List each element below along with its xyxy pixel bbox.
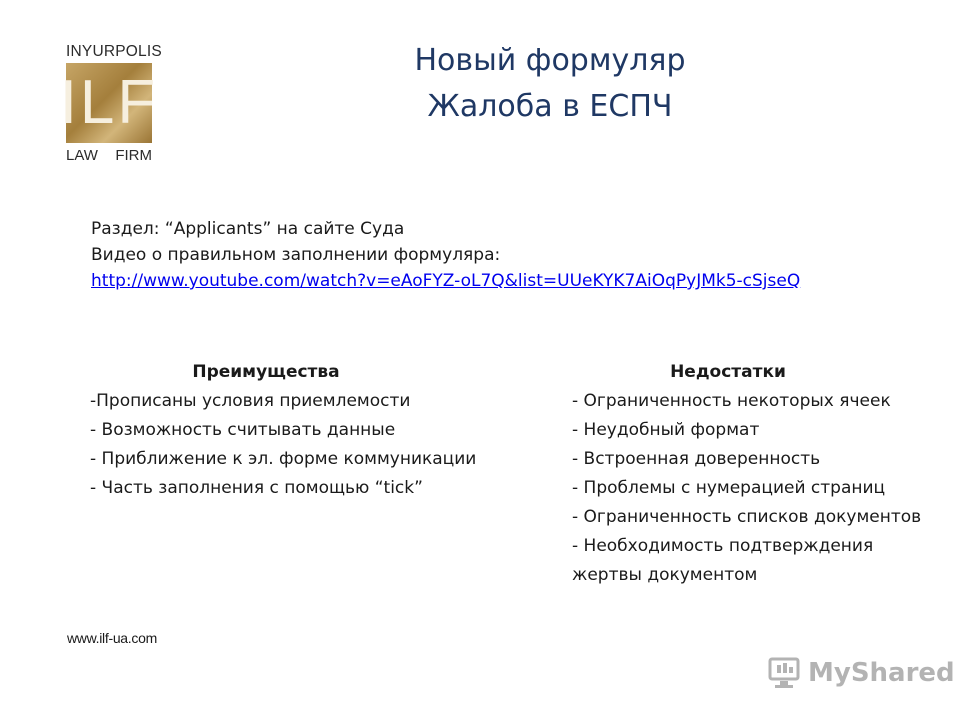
watermark-logo	[768, 655, 955, 691]
logo-bottom-right: FIRM	[115, 147, 152, 164]
video-link[interactable]: http://www.youtube.com/watch?v=eAoFYZ-oL7Q&list=UUeKYK7AiOqPyJMk5-cSjseQ	[91, 271, 801, 291]
advantages-heading: Преимущества	[192, 362, 340, 382]
watermark-text: MyShared	[808, 658, 955, 688]
section-line: Раздел: “Applicants” на сайте Суда	[91, 219, 405, 239]
logo-bottom-text	[66, 147, 152, 164]
disadvantage-item: - Встроенная доверенность	[572, 449, 821, 469]
disadvantage-item: - Ограниченность некоторых ячеек	[572, 391, 891, 411]
disadvantage-item: - Необходимость подтверждения жертвы документом	[572, 536, 874, 585]
advantage-item: - Приближение к эл. форме коммуникации	[90, 449, 477, 469]
company-logo	[59, 43, 162, 164]
advantage-item: - Часть заполнения с помощью “tick”	[90, 478, 423, 498]
intro-block	[91, 216, 800, 294]
disadvantage-item: - Проблемы с нумерацией страниц	[572, 478, 886, 498]
disadvantages-column	[572, 358, 942, 590]
slide-title-line2: Жалоба в ЕСПЧ	[427, 89, 673, 124]
logo-mark: ILF	[59, 68, 159, 137]
logo-mark-box	[59, 63, 159, 143]
advantages-column	[90, 358, 550, 503]
monitor-icon	[768, 657, 802, 689]
logo-bottom-left: LAW	[66, 147, 98, 164]
logo-top-text: INYURPOLIS	[66, 43, 162, 60]
footer-site-url: www.ilf-ua.com	[67, 630, 157, 646]
disadvantage-item: - Неудобный формат	[572, 420, 760, 440]
video-line: Видео о правильном заполнении формуляра:	[91, 245, 501, 265]
slide-title-line1: Новый формуляр	[414, 43, 686, 78]
advantage-item: -Прописаны условия приемлемости	[90, 391, 411, 411]
disadvantage-item: - Ограниченность списков документов	[572, 507, 922, 527]
disadvantages-heading: Недостатки	[670, 362, 786, 382]
advantage-item: - Возможность считывать данные	[90, 420, 396, 440]
